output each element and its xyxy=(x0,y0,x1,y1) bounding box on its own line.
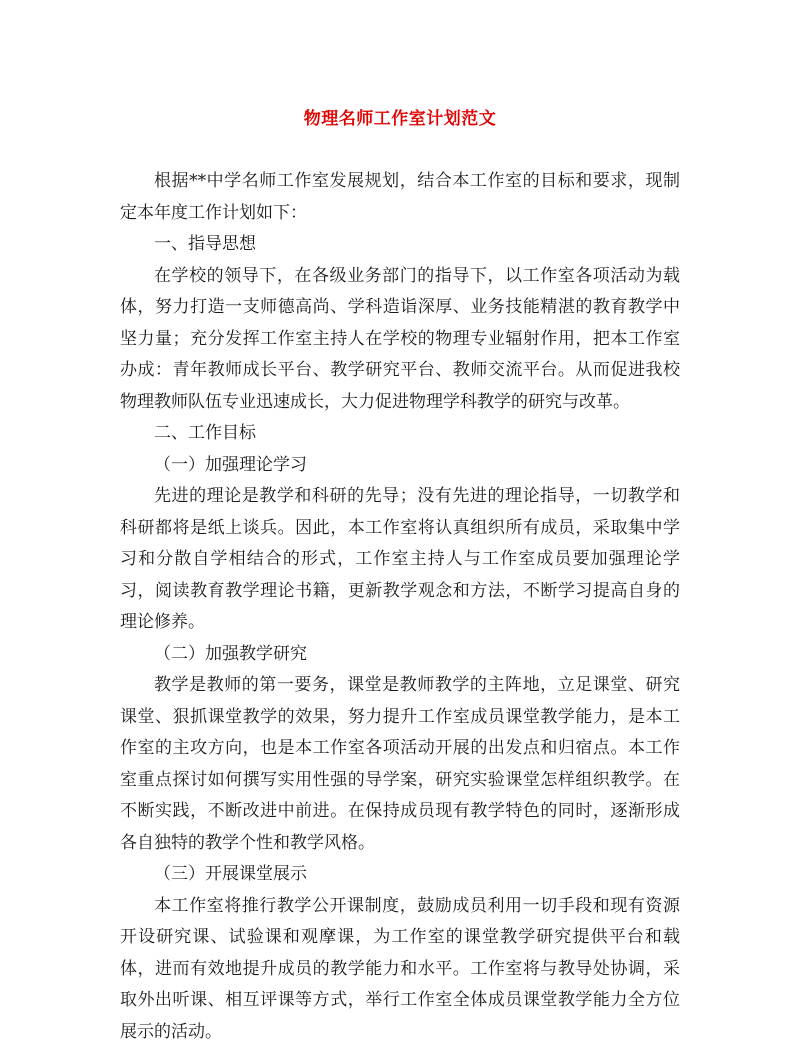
subsection-paragraph-teaching-research: 教学是教师的第一要务，课堂是教师教学的主阵地，立足课堂、研究课堂、狠抓课堂教学的效果，努力提升工作室成员课堂教学能力，是本工作室的主攻方向，也是本工作室各项活动开展的出发点和归宿点。本工作室重点探讨如何撰写实用性强的导学案，研究实验课堂怎样组织教学。在不断实践，不断改进中前进。在保持成员现有教学特色的同时，逐渐形成各自独特的教学个性和教学风格。 xyxy=(120,670,680,859)
subsection-paragraph-theory-study: 先进的理论是教学和科研的先导；没有先进的理论指导，一切教学和科研都将是纸上谈兵。因此，本工作室将认真组织所有成员，采取集中学习和分散自学相结合的形式，工作室主持人与工作室成员要加强理论学习，阅读教育教学理论书籍，更新教学观念和方法，不断学习提高自身的理论修养。 xyxy=(120,481,680,639)
document-title: 物理名师工作室计划范文 xyxy=(0,104,800,129)
subsection-heading-teaching-research: （二）加强教学研究 xyxy=(120,639,680,671)
subsection-paragraph-class-showcase: 本工作室将推行教学公开课制度，鼓励成员利用一切手段和现有资源开设研究课、试验课和观摩课，为工作室的课堂教学研究提供平台和载体，进而有效地提升成员的教学能力和水平。工作室将与教导处协调，采取外出听课、相互评课等方式，举行工作室全体成员课堂教学能力全方位展示的活动。 xyxy=(120,891,680,1048)
section-heading-work-goals: 二、工作目标 xyxy=(120,418,680,450)
subsection-heading-class-showcase: （三）开展课堂展示 xyxy=(120,859,680,891)
section-paragraph-guiding-ideology: 在学校的领导下，在各级业务部门的指导下，以工作室各项活动为载体，努力打造一支师德高尚、学科造诣深厚、业务技能精湛的教育教学中坚力量；充分发挥工作室主持人在学校的物理专业辐射作用，把本工作室办成：青年教师成长平台、教学研究平台、教师交流平台。从而促进我校物理教师队伍专业迅速成长，大力促进物理学科教学的研究与改革。 xyxy=(120,261,680,419)
intro-paragraph: 根据**中学名师工作室发展规划，结合本工作室的目标和要求，现制定本年度工作计划如下： xyxy=(120,166,680,229)
subsection-heading-theory-study: （一）加强理论学习 xyxy=(120,450,680,482)
section-heading-guiding-ideology: 一、指导思想 xyxy=(120,229,680,261)
document-body xyxy=(120,166,680,1048)
